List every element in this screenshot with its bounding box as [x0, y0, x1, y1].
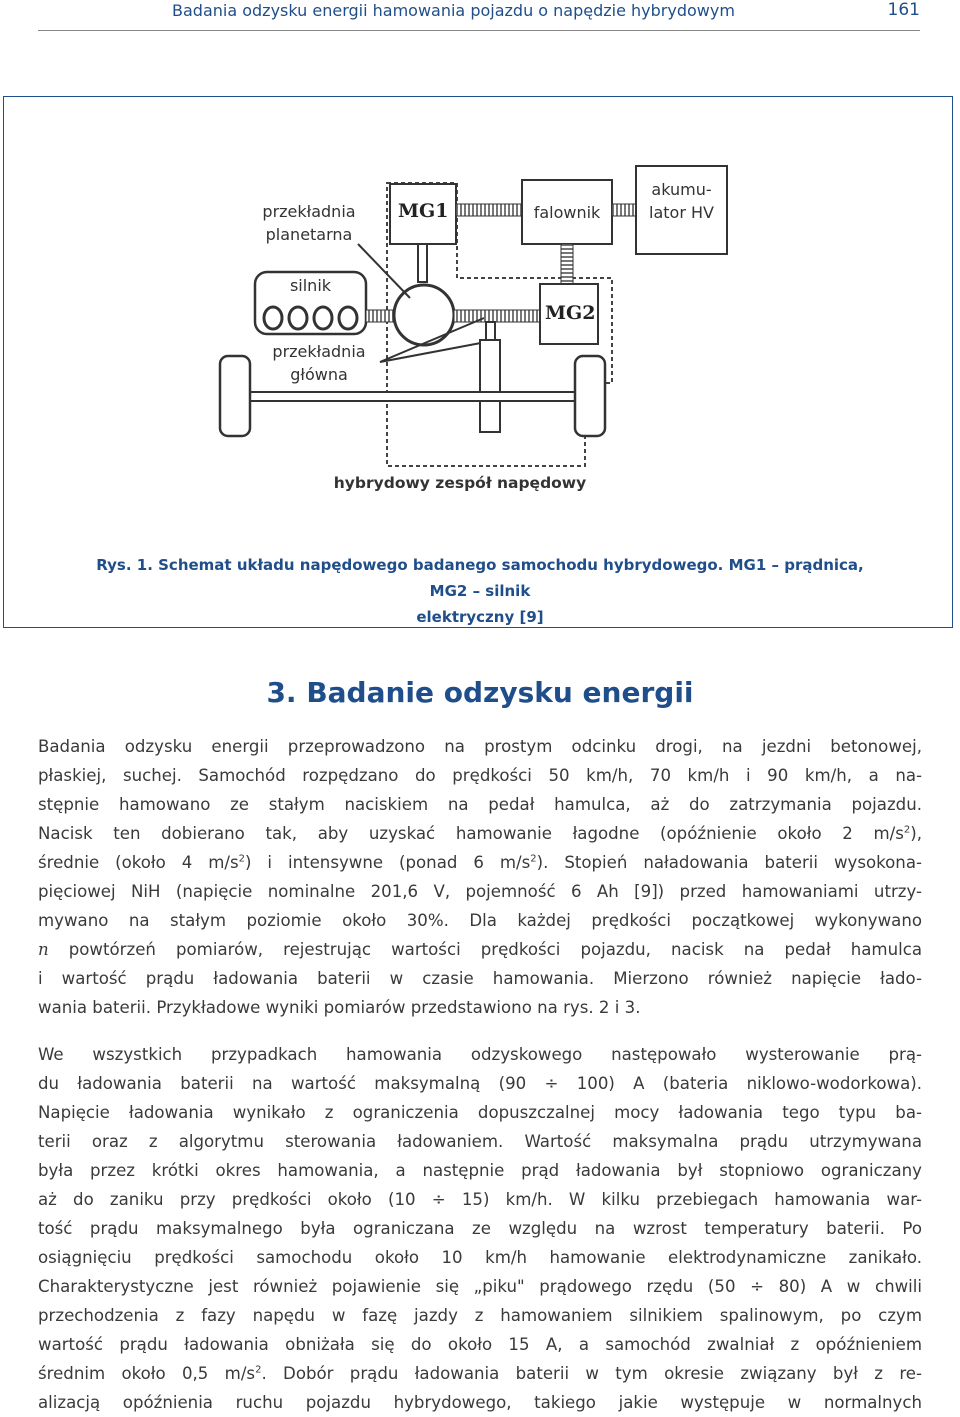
- planetary-label: przekładnia planetarna: [262, 202, 356, 244]
- inverter-battery-link: [612, 204, 636, 216]
- paragraph-2: We wszystkich przypadkach hamowania odzyskowego następowało wysterowanie prą- du ładowania baterii na wartość maksymalną (90 ÷ 100) A (bateria niklowo-wodorkowa). Napięcie ładowania wynikało z ograniczenia dopuszczalnej mocy ładowania tego typu ba- terii oraz z algorytmu sterowania ładowaniem. Wartość maksymalna prądu utrzymywana była przez krótki okres hamowania, a następnie prąd ładowania był stopniowo ograniczany aż do zaniku przy prędkości około (10 ÷ 15) km/h. W kilku przebiegach hamowania war- tość prądu maksymalnego była ograniczana ze względu na wzrost temperatury baterii. Po osiągnięciu prędkości samochodu około 10 km/h hamowanie elektrodynamiczne zanikało. Charakterystyczne jest również pojawienie się „piku" prądowego rzędu (50 ÷ 80) A w chwili przechodzenia z fazy napędu w fazę jazdy z hamowaniem silnikiem spalinowym, po czym wartość prądu ładowania obniżała się do około 15 A, a samochód zwalniał z opóźnieniem średnim około 0,5 $m/s^2$. Dobór prądu ładowania baterii w tym okresie związany był z re- alizacją opóźnienia ruchu pojazdu hybrydowego, takiego jakie występuje w normalnych: [38, 1045, 922, 1412]
- inverter-label: falownik: [533, 203, 601, 222]
- caption-line-2: elektryczny [9]: [416, 608, 544, 626]
- planetary-gear: [394, 285, 454, 345]
- axle: [248, 392, 576, 401]
- planetary-mg2-link: [454, 310, 540, 322]
- mg1-inverter-link: [456, 204, 522, 216]
- final-drive-shaft: [486, 322, 495, 340]
- inverter-mg2-link: [561, 244, 573, 284]
- mg1-shaft: [418, 244, 427, 282]
- mg1-label: MG1: [398, 200, 449, 222]
- engine-label: silnik: [289, 276, 332, 295]
- caption-line-1: Rys. 1. Schemat układu napędowego badanego samochodu hybrydowego. MG1 – prądnica, MG2 – silnik: [96, 556, 864, 600]
- page-number: 161: [887, 0, 920, 20]
- section-heading: 3. Badanie odzysku energii: [266, 676, 694, 709]
- wheel-right: [575, 356, 605, 436]
- mg2-label: MG2: [545, 302, 596, 324]
- paragraph-1: Badania odzysku energii przeprowadzono na prostym odcinku drogi, na jezdni betonowej, płaskiej, suchej. Samochód rozpędzano do prędkości 50 km/h, 70 km/h i 90 km/h, a na- stępnie hamowano ze stałym naciskiem na pedał hamulca, aż do zatrzymania pojazdu. Nacisk ten dobierano tak, aby uzyskać hamowanie łagodne (opóźnienie około 2 $m/s^2$), średnie (około 4 $m/s^2$) i intensywne (ponad 6 $m/s^2$). Stopień naładowania baterii wysokona- pięciowej NiH (napięcie nominalne 201,6 V, pojemność 6 Ah [9]) przed hamowaniami utrzy- mywano na stałym poziomie około 30%. Dla każdej prędkości początkowej wykonywano n powtórzeń pomiarów, rejestrując wartości prędkości pojazdu, nacisk na pedał hamulca i wartość prądu ładowania baterii w czasie hamowania. Mierzono również napięcie łado- wania baterii. Przykładowe wyniki pomiarów przedstawiono na rys. 2 i 3.: [38, 737, 922, 1017]
- engine-shaft: [366, 310, 394, 322]
- header-title: Badania odzysku energii hamowania pojazdu o napędzie hybrydowym: [172, 1, 735, 20]
- wheel-left: [220, 356, 250, 436]
- figure-caption: [80, 552, 880, 630]
- final-drive-label: przekładnia główna: [272, 342, 366, 384]
- drivetrain-diagram: [0, 0, 960, 630]
- battery-label: akumu- lator HV: [649, 180, 714, 222]
- hybrid-unit-label: hybrydowy zespół napędowy: [333, 474, 587, 492]
- final-drive-gear: [480, 340, 500, 432]
